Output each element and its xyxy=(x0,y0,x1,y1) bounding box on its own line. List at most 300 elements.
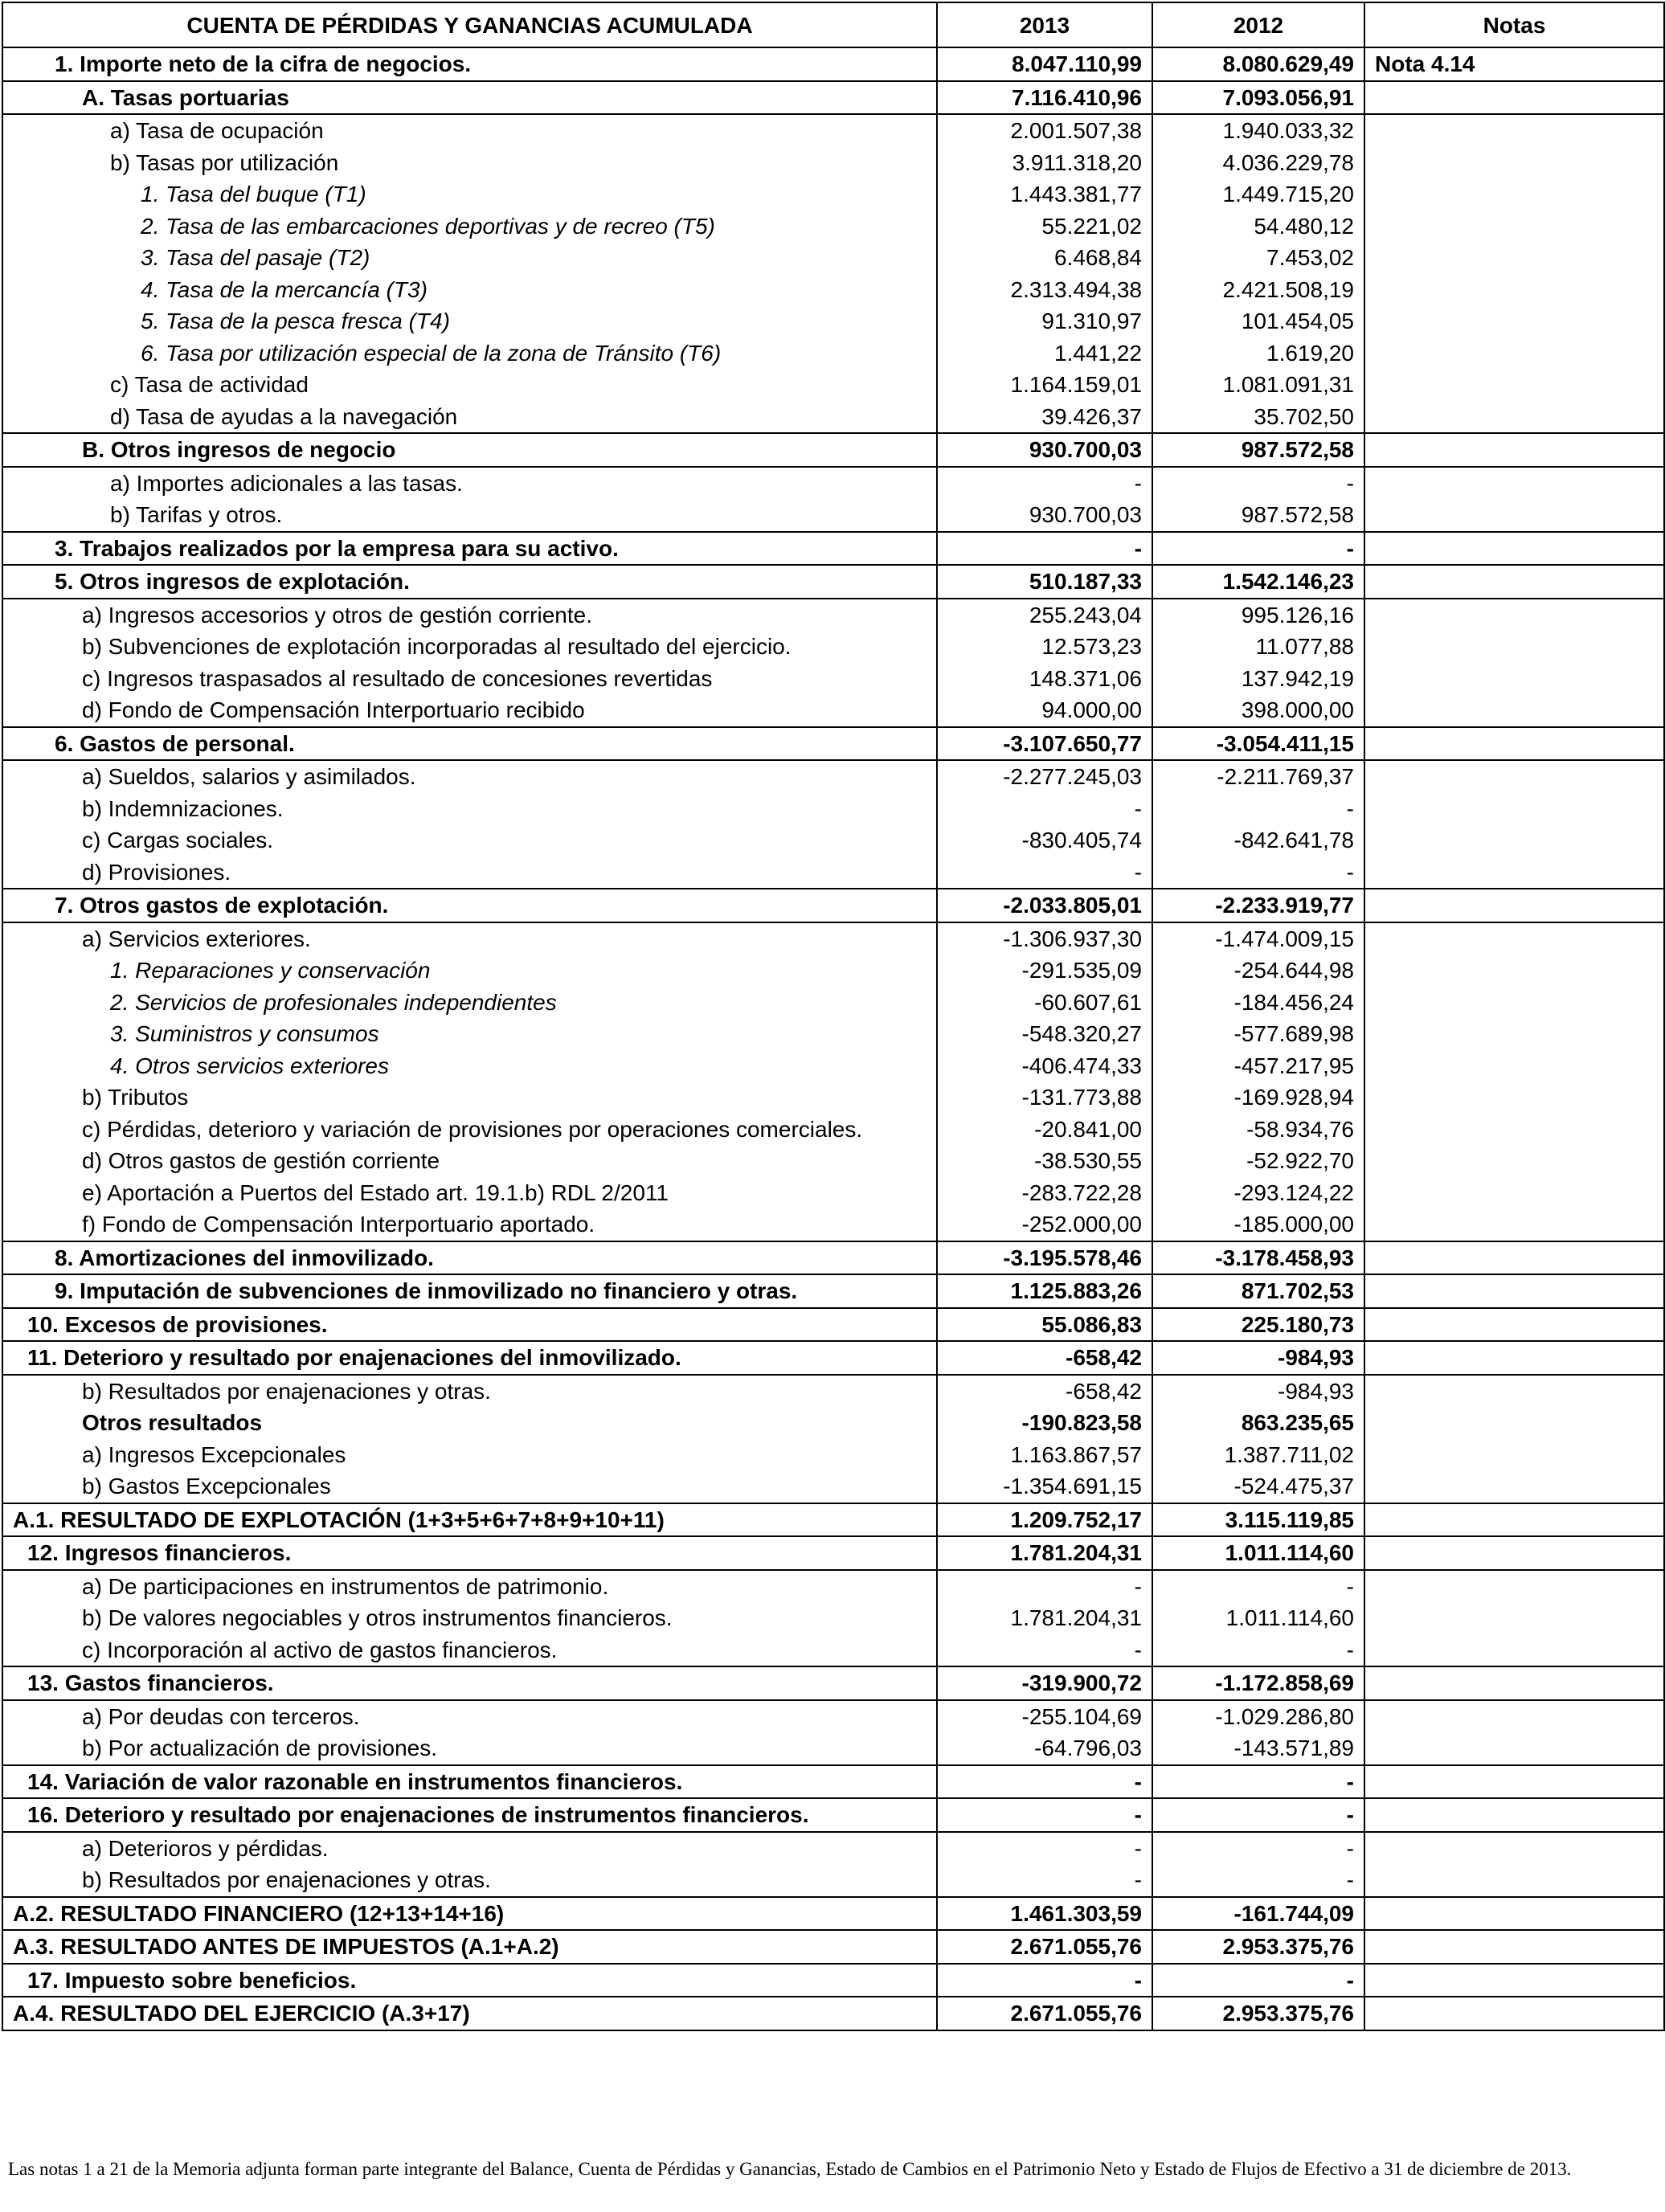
row-label: A. Tasas portuarias xyxy=(2,81,937,115)
row-label: b) Indemnizaciones. xyxy=(2,793,937,825)
table-row xyxy=(2,1050,1664,1082)
table-row xyxy=(2,663,1664,695)
row-value-2013: - xyxy=(937,467,1152,500)
row-value-2013: 2.671.055,76 xyxy=(937,1930,1152,1964)
row-value-2012: -2.211.769,37 xyxy=(1152,760,1364,793)
row-value-2013: - xyxy=(937,1964,1152,1997)
row-value-2012: - xyxy=(1152,1832,1364,1865)
row-label: 5. Tasa de la pesca fresca (T4) xyxy=(2,305,937,337)
row-value-2013: 255.243,04 xyxy=(937,599,1152,632)
row-label: 2. Tasa de las embarcaciones deportivas y de recreo (T5) xyxy=(2,211,937,243)
row-value-2013: -252.000,00 xyxy=(937,1208,1152,1241)
row-note xyxy=(1364,1018,1664,1050)
row-label: a) Ingresos accesorios y otros de gestión corriente. xyxy=(2,599,937,632)
table-row xyxy=(2,1536,1664,1570)
row-value-2012: 2.953.375,76 xyxy=(1152,1930,1364,1964)
row-value-2012: - xyxy=(1152,467,1364,500)
table-row xyxy=(2,47,1664,81)
row-label: 9. Imputación de subvenciones de inmovilizado no financiero y otras. xyxy=(2,1274,937,1308)
row-value-2012: 2.953.375,76 xyxy=(1152,1997,1364,2030)
row-note xyxy=(1364,727,1664,761)
row-value-2013: -319.900,72 xyxy=(937,1666,1152,1700)
row-value-2012: 3.115.119,85 xyxy=(1152,1503,1364,1537)
table-row xyxy=(2,1666,1664,1700)
row-value-2013: 1.209.752,17 xyxy=(937,1503,1152,1537)
row-value-2012: - xyxy=(1152,1634,1364,1667)
row-note xyxy=(1364,1832,1664,1865)
row-label: 5. Otros ingresos de explotación. xyxy=(2,565,937,599)
row-note xyxy=(1364,401,1664,434)
table-row xyxy=(2,81,1664,115)
table-header-row xyxy=(2,2,1664,47)
row-label: 10. Excesos de provisiones. xyxy=(2,1308,937,1342)
row-label: a) Sueldos, salarios y asimilados. xyxy=(2,760,937,793)
table-row xyxy=(2,824,1664,857)
row-value-2012: 7.453,02 xyxy=(1152,242,1364,274)
table-row xyxy=(2,1081,1664,1114)
table-row xyxy=(2,922,1664,955)
row-value-2013: -190.823,58 xyxy=(937,1407,1152,1439)
row-value-2012: 871.702,53 xyxy=(1152,1274,1364,1308)
row-label: c) Cargas sociales. xyxy=(2,824,937,857)
row-label: c) Ingresos traspasados al resultado de concesiones revertidas xyxy=(2,663,937,695)
row-label: b) Gastos Excepcionales xyxy=(2,1470,937,1503)
row-label: 16. Deterioro y resultado por enajenaciones de instrumentos financieros. xyxy=(2,1798,937,1832)
table-row xyxy=(2,178,1664,211)
row-value-2012: -293.124,22 xyxy=(1152,1177,1364,1209)
row-value-2012: - xyxy=(1152,1798,1364,1832)
row-label: 1. Importe neto de la cifra de negocios. xyxy=(2,47,937,81)
row-note xyxy=(1364,857,1664,889)
row-note xyxy=(1364,793,1664,825)
row-note xyxy=(1364,1700,1664,1733)
row-label: Otros resultados xyxy=(2,1407,937,1439)
table-row xyxy=(2,433,1664,467)
row-label: b) Resultados por enajenaciones y otras. xyxy=(2,1864,937,1897)
table-row xyxy=(2,889,1664,922)
row-value-2013: 930.700,03 xyxy=(937,433,1152,467)
table-row xyxy=(2,147,1664,179)
row-value-2013: 1.164.159,01 xyxy=(937,369,1152,401)
row-label: d) Provisiones. xyxy=(2,857,937,889)
row-label: c) Pérdidas, deterioro y variación de provisiones por operaciones comerciales. xyxy=(2,1114,937,1146)
row-note xyxy=(1364,499,1664,532)
row-label: d) Tasa de ayudas a la navegación xyxy=(2,401,937,434)
row-label: A.3. RESULTADO ANTES DE IMPUESTOS (A.1+A.2) xyxy=(2,1930,937,1964)
row-note xyxy=(1364,1375,1664,1408)
table-row xyxy=(2,1634,1664,1667)
row-value-2012: 11.077,88 xyxy=(1152,631,1364,663)
table-row xyxy=(2,1177,1664,1209)
row-value-2013: 1.443.381,77 xyxy=(937,178,1152,211)
table-row xyxy=(2,694,1664,727)
row-value-2013: -3.107.650,77 xyxy=(937,727,1152,761)
row-note xyxy=(1364,1208,1664,1241)
table-row xyxy=(2,727,1664,761)
table-row xyxy=(2,793,1664,825)
row-label: 1. Reparaciones y conservación xyxy=(2,955,937,987)
row-note xyxy=(1364,178,1664,211)
table-row xyxy=(2,1241,1664,1275)
row-value-2013: -3.195.578,46 xyxy=(937,1241,1152,1275)
header-year-2012: 2012 xyxy=(1152,2,1364,47)
row-value-2012: -524.475,37 xyxy=(1152,1470,1364,1503)
row-value-2013: -830.405,74 xyxy=(937,824,1152,857)
row-value-2012: 7.093.056,91 xyxy=(1152,81,1364,115)
row-label: a) Deterioros y pérdidas. xyxy=(2,1832,937,1865)
row-note xyxy=(1364,694,1664,727)
row-value-2012: 995.126,16 xyxy=(1152,599,1364,632)
row-label: a) Tasa de ocupación xyxy=(2,114,937,147)
table-row xyxy=(2,401,1664,434)
row-value-2012: 398.000,00 xyxy=(1152,694,1364,727)
row-value-2012: -143.571,89 xyxy=(1152,1732,1364,1765)
row-note xyxy=(1364,1732,1664,1765)
table-row xyxy=(2,1700,1664,1733)
row-value-2012: - xyxy=(1152,1570,1364,1603)
row-value-2013: -1.354.691,15 xyxy=(937,1470,1152,1503)
table-row xyxy=(2,499,1664,532)
table-row xyxy=(2,599,1664,632)
table-row xyxy=(2,1897,1664,1931)
row-value-2013: 1.125.883,26 xyxy=(937,1274,1152,1308)
row-label: 6. Gastos de personal. xyxy=(2,727,937,761)
table-row xyxy=(2,1570,1664,1603)
row-label: d) Fondo de Compensación Interportuario recibido xyxy=(2,694,937,727)
row-note xyxy=(1364,1050,1664,1082)
row-note xyxy=(1364,467,1664,500)
row-note xyxy=(1364,1964,1664,1997)
row-note xyxy=(1364,305,1664,337)
row-value-2013: -2.277.245,03 xyxy=(937,760,1152,793)
row-value-2013: -60.607,61 xyxy=(937,987,1152,1019)
row-label: 13. Gastos financieros. xyxy=(2,1666,937,1700)
row-note xyxy=(1364,889,1664,922)
row-note xyxy=(1364,599,1664,632)
row-label: 3. Trabajos realizados por la empresa para su activo. xyxy=(2,532,937,566)
row-note xyxy=(1364,114,1664,147)
row-note xyxy=(1364,987,1664,1019)
row-label: a) Servicios exteriores. xyxy=(2,922,937,955)
row-value-2013: - xyxy=(937,1798,1152,1832)
row-value-2013: -658,42 xyxy=(937,1375,1152,1408)
table-row xyxy=(2,955,1664,987)
row-label: 1. Tasa del buque (T1) xyxy=(2,178,937,211)
row-label: b) Subvenciones de explotación incorporadas al resultado del ejercicio. xyxy=(2,631,937,663)
row-value-2013: - xyxy=(937,857,1152,889)
row-label: d) Otros gastos de gestión corriente xyxy=(2,1145,937,1177)
row-value-2012: 1.940.033,32 xyxy=(1152,114,1364,147)
row-value-2013: 2.313.494,38 xyxy=(937,274,1152,306)
row-value-2013: - xyxy=(937,1634,1152,1667)
row-value-2013: -255.104,69 xyxy=(937,1700,1152,1733)
header-title: CUENTA DE PÉRDIDAS Y GANANCIAS ACUMULADA xyxy=(2,2,937,47)
row-value-2013: 94.000,00 xyxy=(937,694,1152,727)
row-value-2013: - xyxy=(937,1832,1152,1865)
row-value-2013: -131.773,88 xyxy=(937,1081,1152,1114)
row-value-2013: -291.535,09 xyxy=(937,955,1152,987)
row-note xyxy=(1364,1145,1664,1177)
table-row xyxy=(2,274,1664,306)
row-label: b) Por actualización de provisiones. xyxy=(2,1732,937,1765)
table-row xyxy=(2,857,1664,889)
row-label: f) Fondo de Compensación Interportuario aportado. xyxy=(2,1208,937,1241)
table-row xyxy=(2,211,1664,243)
header-year-2013: 2013 xyxy=(937,2,1152,47)
row-label: 3. Suministros y consumos xyxy=(2,1018,937,1050)
row-label: B. Otros ingresos de negocio xyxy=(2,433,937,467)
row-value-2013: 6.468,84 xyxy=(937,242,1152,274)
row-value-2012: 101.454,05 xyxy=(1152,305,1364,337)
row-label: 4. Tasa de la mercancía (T3) xyxy=(2,274,937,306)
row-value-2013: 12.573,23 xyxy=(937,631,1152,663)
row-note xyxy=(1364,1634,1664,1667)
row-note xyxy=(1364,955,1664,987)
row-value-2012: 1.449.715,20 xyxy=(1152,178,1364,211)
row-label: b) De valores negociables y otros instrumentos financieros. xyxy=(2,1602,937,1634)
row-value-2013: 7.116.410,96 xyxy=(937,81,1152,115)
row-value-2012: -3.178.458,93 xyxy=(1152,1241,1364,1275)
row-value-2012: -457.217,95 xyxy=(1152,1050,1364,1082)
table-row xyxy=(2,987,1664,1019)
table-row xyxy=(2,1732,1664,1765)
table-row xyxy=(2,532,1664,566)
row-note xyxy=(1364,1341,1664,1375)
row-value-2012: - xyxy=(1152,532,1364,566)
row-value-2013: 1.781.204,31 xyxy=(937,1602,1152,1634)
row-label: a) Por deudas con terceros. xyxy=(2,1700,937,1733)
row-value-2012: - xyxy=(1152,793,1364,825)
row-label: 8. Amortizaciones del inmovilizado. xyxy=(2,1241,937,1275)
row-note xyxy=(1364,211,1664,243)
table-row xyxy=(2,305,1664,337)
row-value-2013: 1.441,22 xyxy=(937,337,1152,370)
row-note xyxy=(1364,922,1664,955)
row-note xyxy=(1364,1897,1664,1931)
table-row xyxy=(2,1864,1664,1897)
row-value-2012: -185.000,00 xyxy=(1152,1208,1364,1241)
row-value-2012: 137.942,19 xyxy=(1152,663,1364,695)
row-note: Nota 4.14 xyxy=(1364,47,1664,81)
table-row xyxy=(2,1470,1664,1503)
row-value-2012: 54.480,12 xyxy=(1152,211,1364,243)
row-value-2013: - xyxy=(937,1765,1152,1799)
row-label: c) Tasa de actividad xyxy=(2,369,937,401)
row-note xyxy=(1364,369,1664,401)
row-value-2012: 987.572,58 xyxy=(1152,499,1364,532)
row-value-2012: 1.387.711,02 xyxy=(1152,1439,1364,1471)
row-note xyxy=(1364,1274,1664,1308)
row-value-2013: 2.001.507,38 xyxy=(937,114,1152,147)
row-value-2013: 2.671.055,76 xyxy=(937,1997,1152,2030)
row-note xyxy=(1364,242,1664,274)
row-note xyxy=(1364,1536,1664,1570)
row-value-2013: 148.371,06 xyxy=(937,663,1152,695)
row-value-2013: -38.530,55 xyxy=(937,1145,1152,1177)
table-row xyxy=(2,369,1664,401)
row-note xyxy=(1364,1602,1664,1634)
table-row xyxy=(2,565,1664,599)
table-row xyxy=(2,1602,1664,1634)
row-note xyxy=(1364,337,1664,370)
table-row xyxy=(2,242,1664,274)
row-value-2013: -64.796,03 xyxy=(937,1732,1152,1765)
row-value-2013: -406.474,33 xyxy=(937,1050,1152,1082)
row-note xyxy=(1364,274,1664,306)
row-value-2012: -161.744,09 xyxy=(1152,1897,1364,1931)
row-value-2012: -1.029.286,80 xyxy=(1152,1700,1364,1733)
row-note xyxy=(1364,81,1664,115)
row-note xyxy=(1364,1570,1664,1603)
row-value-2012: -2.233.919,77 xyxy=(1152,889,1364,922)
row-label: e) Aportación a Puertos del Estado art. 19.1.b) RDL 2/2011 xyxy=(2,1177,937,1209)
row-value-2013: -548.320,27 xyxy=(937,1018,1152,1050)
row-value-2012: -984,93 xyxy=(1152,1375,1364,1408)
table-row xyxy=(2,1145,1664,1177)
table-row xyxy=(2,1439,1664,1471)
row-value-2013: -283.722,28 xyxy=(937,1177,1152,1209)
row-value-2013: 510.187,33 xyxy=(937,565,1152,599)
table-row xyxy=(2,1798,1664,1832)
row-value-2013: 930.700,03 xyxy=(937,499,1152,532)
row-label: A.1. RESULTADO DE EXPLOTACIÓN (1+3+5+6+7+8+9+10+11) xyxy=(2,1503,937,1537)
row-value-2012: -184.456,24 xyxy=(1152,987,1364,1019)
table-row xyxy=(2,1964,1664,1997)
row-value-2012: 35.702,50 xyxy=(1152,401,1364,434)
row-value-2013: - xyxy=(937,532,1152,566)
row-note xyxy=(1364,1997,1664,2030)
row-note xyxy=(1364,1666,1664,1700)
table-row xyxy=(2,337,1664,370)
table-row xyxy=(2,114,1664,147)
row-note xyxy=(1364,824,1664,857)
table-row xyxy=(2,1341,1664,1375)
row-value-2013: 8.047.110,99 xyxy=(937,47,1152,81)
row-label: 11. Deterioro y resultado por enajenaciones del inmovilizado. xyxy=(2,1341,937,1375)
row-label: 3. Tasa del pasaje (T2) xyxy=(2,242,937,274)
row-value-2012: 4.036.229,78 xyxy=(1152,147,1364,179)
row-note xyxy=(1364,1407,1664,1439)
row-value-2013: -1.306.937,30 xyxy=(937,922,1152,955)
row-value-2012: 1.081.091,31 xyxy=(1152,369,1364,401)
row-value-2013: - xyxy=(937,1864,1152,1897)
row-note xyxy=(1364,565,1664,599)
table-row xyxy=(2,1407,1664,1439)
row-value-2012: - xyxy=(1152,1765,1364,1799)
table-row xyxy=(2,1208,1664,1241)
row-value-2012: -3.054.411,15 xyxy=(1152,727,1364,761)
row-value-2012: 1.542.146,23 xyxy=(1152,565,1364,599)
row-value-2012: -1.474.009,15 xyxy=(1152,922,1364,955)
row-label: 2. Servicios de profesionales independientes xyxy=(2,987,937,1019)
row-value-2012: -254.644,98 xyxy=(1152,955,1364,987)
row-label: 4. Otros servicios exteriores xyxy=(2,1050,937,1082)
row-note xyxy=(1364,1864,1664,1897)
row-note xyxy=(1364,1930,1664,1964)
row-value-2013: 55.221,02 xyxy=(937,211,1152,243)
row-value-2013: 91.310,97 xyxy=(937,305,1152,337)
row-note xyxy=(1364,1308,1664,1342)
row-note xyxy=(1364,1439,1664,1471)
row-note xyxy=(1364,663,1664,695)
row-label: a) De participaciones en instrumentos de patrimonio. xyxy=(2,1570,937,1603)
row-note xyxy=(1364,1241,1664,1275)
row-label: b) Resultados por enajenaciones y otras. xyxy=(2,1375,937,1408)
row-value-2013: - xyxy=(937,1570,1152,1603)
row-note xyxy=(1364,1765,1664,1799)
row-note xyxy=(1364,1503,1664,1537)
table-row xyxy=(2,1018,1664,1050)
row-label: 6. Tasa por utilización especial de la zona de Tránsito (T6) xyxy=(2,337,937,370)
table-row xyxy=(2,760,1664,793)
table-row xyxy=(2,1930,1664,1964)
row-value-2012: 225.180,73 xyxy=(1152,1308,1364,1342)
row-value-2012: - xyxy=(1152,1864,1364,1897)
row-value-2013: -20.841,00 xyxy=(937,1114,1152,1146)
row-note xyxy=(1364,1081,1664,1114)
row-value-2012: -842.641,78 xyxy=(1152,824,1364,857)
row-value-2012: 987.572,58 xyxy=(1152,433,1364,467)
row-label: A.4. RESULTADO DEL EJERCICIO (A.3+17) xyxy=(2,1997,937,2030)
row-value-2013: - xyxy=(937,793,1152,825)
row-value-2012: 863.235,65 xyxy=(1152,1407,1364,1439)
table-row xyxy=(2,1375,1664,1408)
row-value-2013: 1.163.867,57 xyxy=(937,1439,1152,1471)
table-row xyxy=(2,1832,1664,1865)
row-value-2013: 39.426,37 xyxy=(937,401,1152,434)
row-label: 14. Variación de valor razonable en instrumentos financieros. xyxy=(2,1765,937,1799)
row-value-2013: 55.086,83 xyxy=(937,1308,1152,1342)
row-label: b) Tarifas y otros. xyxy=(2,499,937,532)
table-row xyxy=(2,1308,1664,1342)
row-value-2012: -984,93 xyxy=(1152,1341,1364,1375)
row-note xyxy=(1364,1177,1664,1209)
row-note xyxy=(1364,147,1664,179)
footnote: Las notas 1 a 21 de la Memoria adjunta forman parte integrante del Balance, Cuenta de Pérdidas y Ganancias, Estado de Cambios en el Patrimonio Neto y Estado de Flujos de Efectivo a 31 de diciembre de 2013. xyxy=(8,2159,1572,2179)
table-row xyxy=(2,631,1664,663)
table-row xyxy=(2,1503,1664,1537)
row-label: 17. Impuesto sobre beneficios. xyxy=(2,1964,937,1997)
table-row xyxy=(2,1997,1664,2030)
row-value-2013: -2.033.805,01 xyxy=(937,889,1152,922)
row-value-2013: 1.461.303,59 xyxy=(937,1897,1152,1931)
table-row xyxy=(2,1274,1664,1308)
table-row xyxy=(2,467,1664,500)
table-row xyxy=(2,1114,1664,1146)
row-value-2012: 1.011.114,60 xyxy=(1152,1602,1364,1634)
header-notes: Notas xyxy=(1364,2,1664,47)
row-value-2012: - xyxy=(1152,857,1364,889)
row-label: A.2. RESULTADO FINANCIERO (12+13+14+16) xyxy=(2,1897,937,1931)
row-value-2012: -1.172.858,69 xyxy=(1152,1666,1364,1700)
row-note xyxy=(1364,532,1664,566)
row-note xyxy=(1364,1798,1664,1832)
row-value-2013: 1.781.204,31 xyxy=(937,1536,1152,1570)
row-value-2012: 8.080.629,49 xyxy=(1152,47,1364,81)
table-body xyxy=(2,47,1664,2030)
row-value-2012: 2.421.508,19 xyxy=(1152,274,1364,306)
row-label: 7. Otros gastos de explotación. xyxy=(2,889,937,922)
row-value-2013: 3.911.318,20 xyxy=(937,147,1152,179)
row-value-2012: 1.011.114,60 xyxy=(1152,1536,1364,1570)
row-label: a) Ingresos Excepcionales xyxy=(2,1439,937,1471)
row-value-2012: -52.922,70 xyxy=(1152,1145,1364,1177)
row-label: a) Importes adicionales a las tasas. xyxy=(2,467,937,500)
table-row xyxy=(2,1765,1664,1799)
row-note xyxy=(1364,1114,1664,1146)
row-label: b) Tributos xyxy=(2,1081,937,1114)
row-value-2013: -658,42 xyxy=(937,1341,1152,1375)
